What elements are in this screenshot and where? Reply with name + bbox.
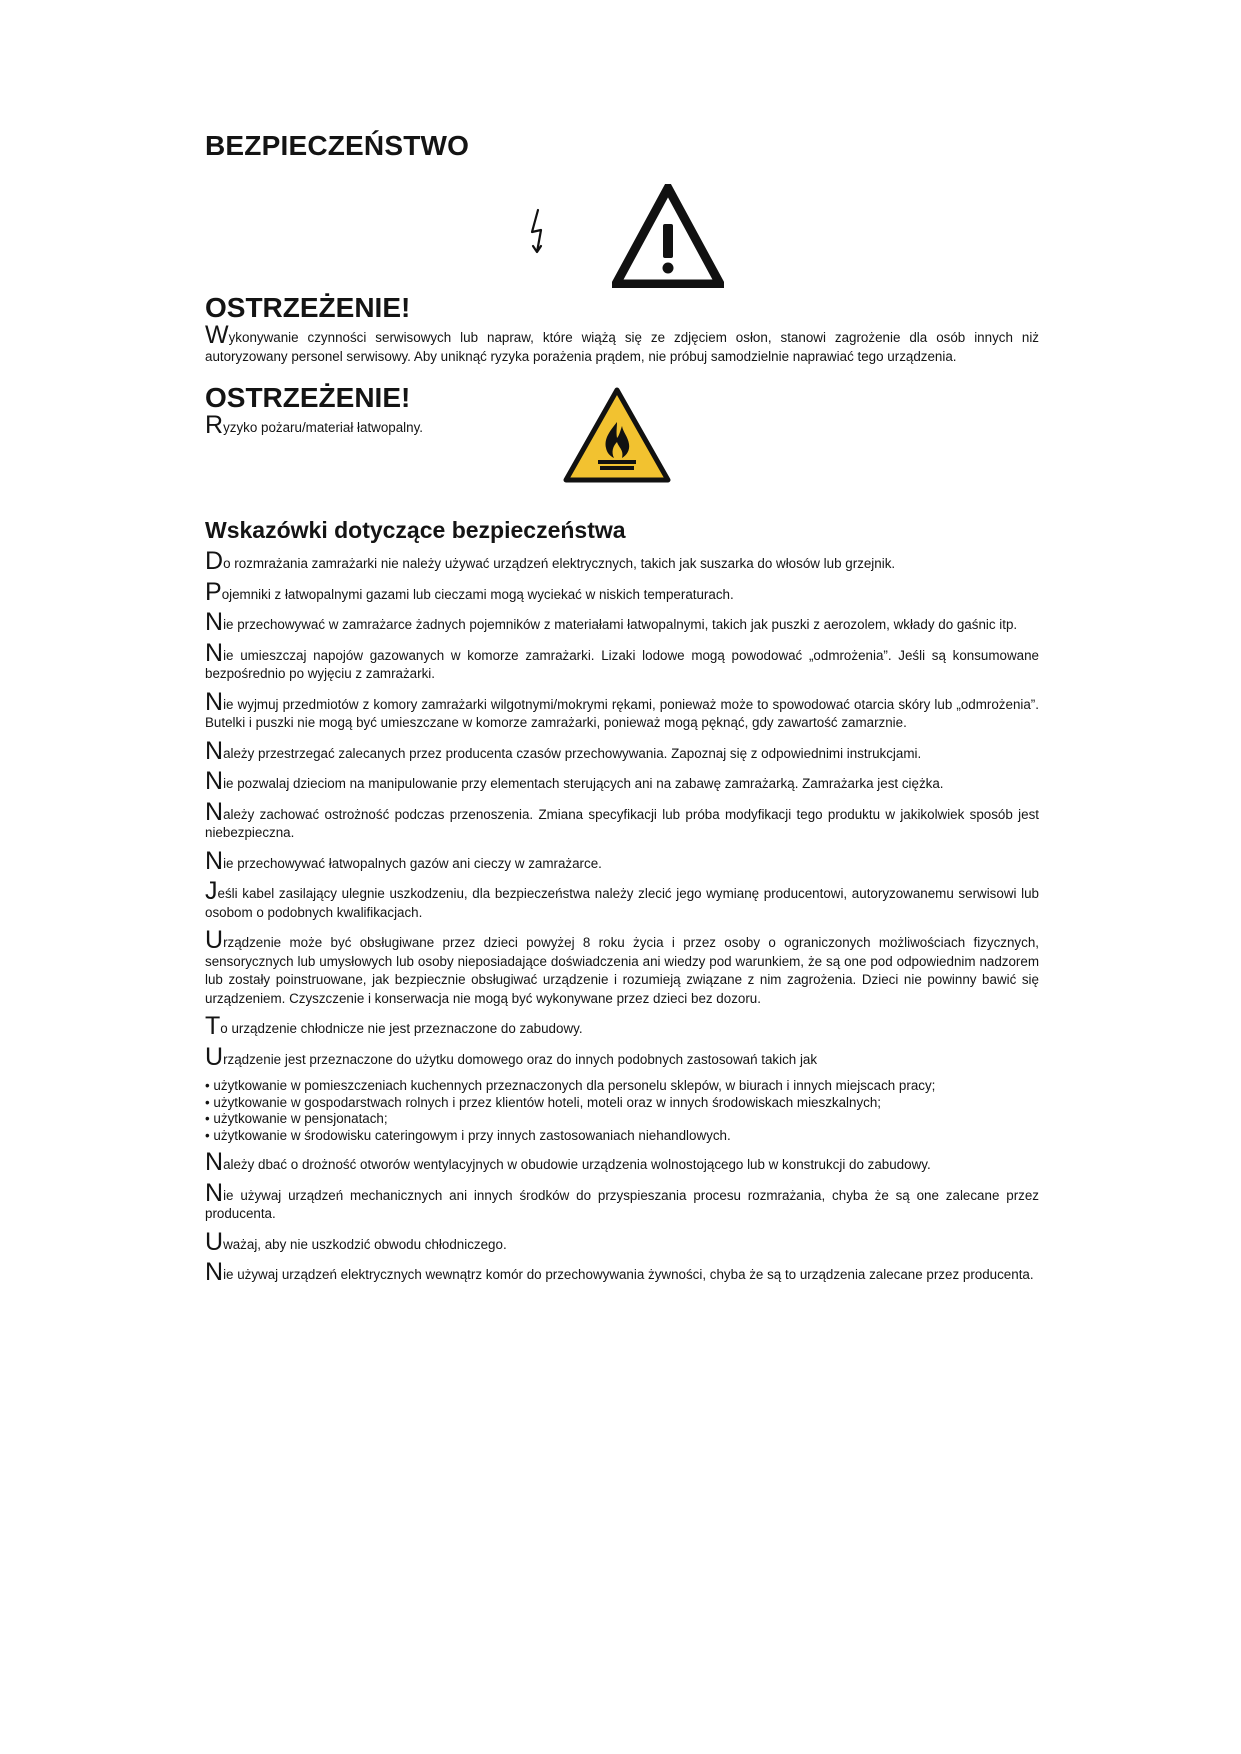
list-item: • użytkowanie w środowisku cateringowym i przy innych zastosowaniach niehandlowych. [205,1128,1039,1145]
warning-heading: OSTRZEŻENIE! [205,292,411,323]
paragraph-text: ie używaj urządzeń elektrycznych wewnątrz komór do przechowywania żywności, chyba że są to urządzenia zalecane przez producenta. [223,1267,1034,1282]
tip-paragraph [205,846,1039,875]
hazard-icons-row [205,166,1039,290]
paragraph-text: ie używaj urządzeń mechanicznych ani innych środków do przyspieszania procesu rozmrażania, chyba że są one zalecane przez producenta. [205,1187,1039,1221]
drop-cap: N [205,638,224,667]
drop-cap: D [205,547,224,575]
safety-section [205,126,1039,1294]
drop-cap: N [205,1148,224,1176]
paragraph-text: rządzenie jest przeznaczone do użytku domowego oraz do innych podobnych zastosowań takich jak [223,1051,818,1067]
paragraph-text: yzyko pożaru/materiał łatwopalny. [223,420,424,435]
drop-cap: U [205,1042,224,1071]
drop-cap: U [205,1227,224,1256]
paragraph-text: eśli kabel zasilający ulegnie uszkodzeniu, dla bezpieczeństwa należy zlecić jego wymianę producentowi, autoryzowanemu serwisowi lub osobom o podobnych kwalifikacjach. [205,886,1039,920]
list-item: • użytkowanie w gospodarstwach rolnych i przez klientów hoteli, moteli oraz w innych środowiskach mieszkalnych; [205,1095,1039,1112]
drop-cap: N [205,687,224,716]
tip-paragraph [205,547,1039,575]
drop-cap: W [205,321,229,349]
warning-triangle-icon [612,184,724,288]
drop-cap: N [205,1258,224,1286]
list-item: • użytkowanie w pomieszczeniach kuchennych przeznaczonych dla personelu sklepów, w biurach i innych miejscach pracy; [205,1078,1039,1095]
drop-cap: N [205,1178,224,1207]
tip-paragraph [205,577,1039,606]
paragraph-text: o urządzenie chłodnicze nie jest przeznaczone do zabudowy. [220,1021,583,1036]
drop-cap: N [205,736,224,765]
drop-cap: R [205,411,224,439]
tip-paragraph [205,926,1039,1008]
paragraph-text: ważaj, aby nie uszkodzić obwodu chłodniczego. [223,1236,507,1252]
paragraph-text: ależy przestrzegać zalecanych przez producenta czasów przechowywania. Zapoznaj się z odpowiednimi instrukcjami. [223,745,922,761]
drop-cap: N [205,846,224,875]
paragraph-text: ykonywanie czynności serwisowych lub napraw, które wiążą się ze zdjęciem osłon, stanowi zagrożenie dla osób innych niż autoryzowany personel serwisowy. Aby uniknąć ryzyka porażenia prądem, nie próbuj samodzielnie naprawiać tego urządzenia. [205,330,1039,364]
paragraph-text: ie wyjmuj przedmiotów z komory zamrażarki wilgotnymi/mokrymi rękami, ponieważ może to spowodować otarcia skóry lub „odmrożenia”. Butelki i puszki nie mogą być umieszczane w komorze zamrażarki, ponieważ mogą pęknąć, gdy zawartość zamarznie. [205,696,1039,730]
warning-text [205,321,1039,366]
drop-cap: N [205,608,224,636]
drop-cap: N [205,767,224,795]
drop-cap: N [205,797,224,826]
paragraph-text: ależy zachować ostrożność podczas przenoszenia. Zmiana specyfikacji lub próba modyfikacji tego produktu w jakikolwiek sposób jest niebezpieczna. [205,806,1039,840]
drop-cap: J [205,877,218,905]
paragraph-text: ie przechowywać łatwopalnych gazów ani cieczy w zamrażarce. [223,855,602,871]
paragraph-text: ależy dbać o drożność otworów wentylacyjnych w obudowie urządzenia wolnostojącego lub w konstrukcji do zabudowy. [223,1157,931,1172]
warning-heading: OSTRZEŻENIE! [205,382,411,413]
paragraph-text: o rozmrażania zamrażarki nie należy używać urządzeń elektrycznych, takich jak suszarka do włosów lub grzejnik. [223,556,896,571]
tip-paragraph [205,1227,1039,1256]
fire-warning-row [205,411,1039,510]
paragraph-text: ojemniki z łatwopalnymi gazami lub cieczami mogą wyciekać w niskich temperaturach. [221,586,734,602]
drop-cap: U [205,926,224,954]
paragraph-text: ie przechowywać w zamrażarce żadnych pojemników z materiałami łatwopalnymi, takich jak puszki z aerozolem, wkłady do gaśnic itp. [223,617,1018,632]
tip-paragraph [205,1042,1039,1071]
drop-cap: P [205,577,222,606]
tip-paragraph [205,797,1039,843]
tip-paragraph [205,877,1039,922]
paragraph-text: ie umieszczaj napojów gazowanych w komorze zamrażarki. Lizaki lodowe mogą powodować „odmrożenia”. Jeśli są konsumowane bezpośrednio po wyjęciu z zamrażarki. [205,647,1039,681]
tip-paragraph [205,638,1039,684]
usage-bullets [205,1078,1039,1144]
tips-heading: Wskazówki dotyczące bezpieczeństwa [205,517,626,543]
warning-text [205,411,424,439]
tip-paragraph [205,687,1039,733]
tips-list-after [205,1148,1039,1286]
tip-paragraph [205,767,1039,795]
drop-cap: T [205,1012,221,1040]
tip-paragraph [205,736,1039,765]
tip-paragraph [205,1148,1039,1176]
tips-list [205,547,1039,1071]
flammable-hazard-icon [562,386,672,484]
tip-paragraph [205,1178,1039,1224]
list-item: • użytkowanie w pensjonatach; [205,1111,1039,1128]
paragraph-text: ie pozwalaj dzieciom na manipulowanie przy elementach sterujących ani na zabawę zamrażarką. Zamrażarka jest ciężka. [223,776,944,791]
paragraph-text: rządzenie może być obsługiwane przez dzieci powyżej 8 roku życia i przez osoby o ograniczonych możliwościach fizycznych, sensorycznych lub umysłowych lub osoby nieposiadające doświadczenia ani wiedzy pod warunkiem, że są one pod odpowiednim nadzorem lub zostały poinstruowane, jak bezpiecznie obsługiwać urządzenie i rozumieją związane z nim zagrożenia. Dzieci nie powinny bawić się urządzeniem. Czyszczenie i konserwacja nie mogą być wykonywane przez dzieci bez dozoru. [205,935,1039,1006]
electric-bolt-icon [523,208,551,260]
tip-paragraph [205,1258,1039,1286]
tip-paragraph [205,608,1039,636]
tip-paragraph [205,1012,1039,1040]
page-title: BEZPIECZEŃSTWO [205,130,470,161]
